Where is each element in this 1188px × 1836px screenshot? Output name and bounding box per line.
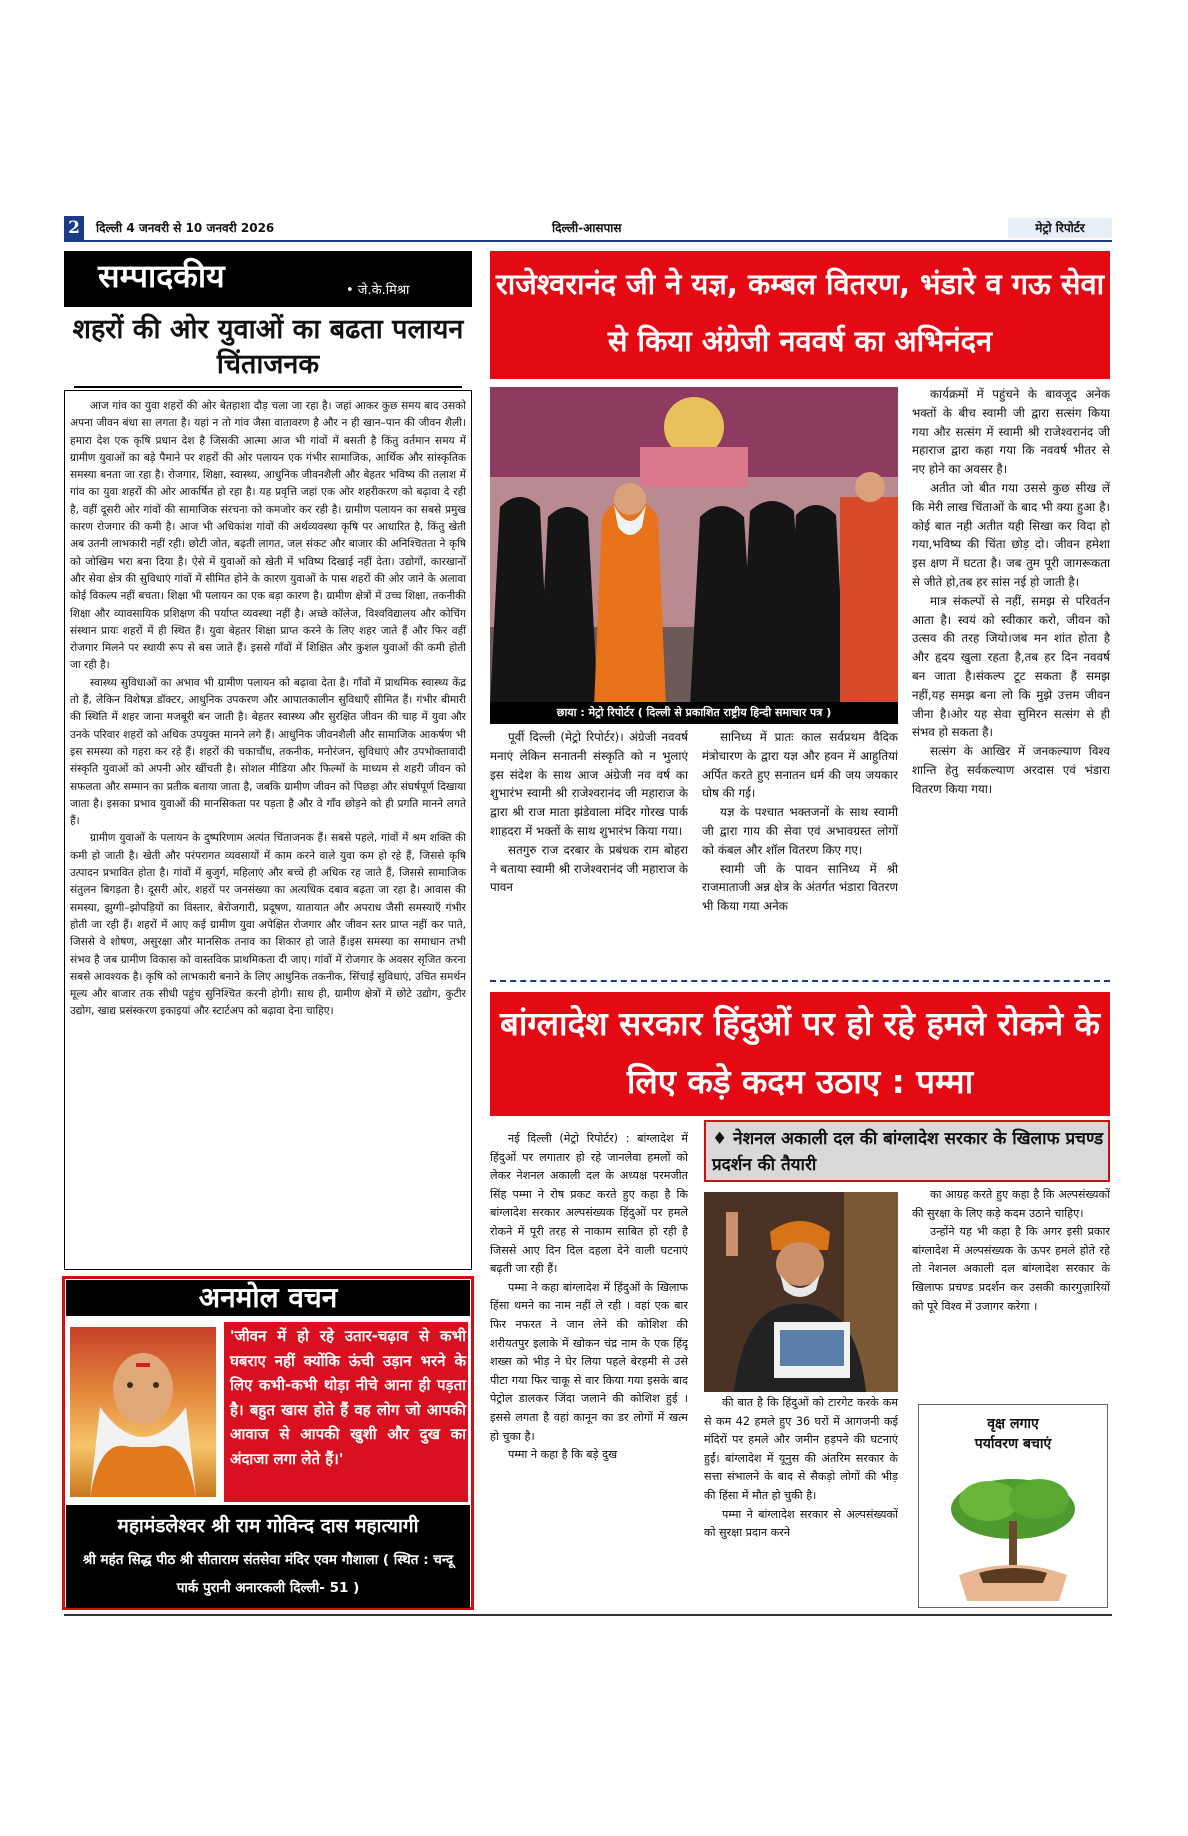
second-column-2 — [704, 1394, 898, 1610]
lead-paragraph: सानिध्य में प्रातः काल सर्वप्रथम वैदिक मंत्रोचारण के द्वारा यज्ञ और हवन में आहुतियां अर्पित करते हुए सनातन धर्म की जय जयकार घोष की गई। — [702, 730, 898, 801]
portrait-illustration — [70, 1327, 216, 1497]
editorial-divider — [74, 386, 462, 388]
saint-address: श्री महंत सिद्ध पीठ श्री सीताराम संतसेवा मंदिर एवम गौशाला ( स्थित : चन्दू पार्क पुरानी अनारकली दिल्ली- 51 ) — [82, 1552, 454, 1596]
lead-paragraph: पूर्वी दिल्ली (मेट्रो रिपोर्टर)। अंग्रेजी नववर्ष मनाएं लेकिन सनातनी संस्कृति को न भुलाएं इस संदेश के साथ आज अंग्रेजी नव वर्ष का शुभारंभ स्वामी श्री राजेश्वरानंद जी महाराज के द्वारा श्री राज माता झंडेवाला मंदिर गोरख पार्क शाहदरा में भक्तों के साथ शुभारंभ किया गया। — [490, 730, 688, 838]
group-photo-illustration — [490, 387, 898, 723]
brand-name: मेट्रो रिपोर्टर — [1008, 218, 1112, 238]
editorial-author: • जे.के.मिश्रा — [346, 283, 410, 298]
section-divider — [490, 980, 1110, 982]
second-subhead: ♦ नेशनल अकाली दल की बांग्लादेश सरकार के खिलाफ प्रचण्ड प्रदर्शन की तैयारी — [712, 1129, 1104, 1175]
lead-photo-caption: छाया : मेट्रो रिपोर्टर ( दिल्ली से प्रकाशित राष्ट्रीय हिन्दी समाचार पत्र ) — [490, 702, 898, 724]
lead-paragraph: यज्ञ के पश्चात भक्तजनों के साथ स्वामी जी द्वारा गाय की सेवा एवं अभावग्रस्त लोगों को कंबल और शॉल वितरण किए गए। — [702, 805, 898, 857]
ad-slogan — [918, 1414, 1108, 1454]
editorial-paragraph: स्वास्थ्य सुविधाओं का अभाव भी ग्रामीण पलायन को बढ़ावा देता है। गाँवों में प्राथमिक स्वास्थ्य केंद्र तो हैं, लेकिन विशेषज्ञ डॉक्टर, आधुनिक उपकरण और आपातकालीन सुविधाएँ सीमित हैं। गंभीर बीमारी की स्थिति में शहर जाना मजबूरी बन जाती है। बेहतर स्वास्थ्य और सुरक्षित जीवन की चाह में युवा और उनके परिवार शहरों को अधिक उपयुक्त मानने लगे हैं। आधुनिक जीवनशैली और सामाजिक आकर्षण भी इस समस्या को गहरा कर रहे हैं। शहरों की चकाचौंध, तकनीक, मनोरंजन, सुविधाएं और उपभोक्तावादी संस्कृति युवाओं को अपनी ओर खींचती है। सोशल मीडिया और फिल्मों के माध्यम से शहरी जीवन को सफलता और सम्मान का प्रतीक बताया जाता है, जबकि ग्रामीण जीवन को पिछड़ा और संघर्षपूर्ण दिखाया जाता है। इसका प्रभाव युवाओं की मानसिकता पर पड़ता है और वे गाँव छोड़ने को ही प्रगति मानने लगते हैं। — [70, 676, 466, 828]
page-number: 2 — [64, 216, 84, 240]
lead-headline: राजेश्वरानंद जी ने यज्ञ, कम्बल वितरण, भंडारे व गऊ सेवा से किया अंग्रेजी नववर्ष का अभिनंदन — [495, 267, 1105, 358]
second-paragraph: नई दिल्ली (मेट्रो रिपोर्टर) : बांग्लादेश में हिंदुओं पर लगातार हो रहे जानलेवा हमलों को लेकर नेशनल अकाली दल के अध्यक्ष परमजीत सिंह पम्मा ने रोष प्रकट करते हुए कहा है कि बांग्लादेश सरकार अल्पसंख्यक हिंदुओं पर हमले रोकने में पूरी तरह से नाकाम साबित हो रही है जिससे आए दिन दिल दहला देने वाली घटनाएं बढ़ती जा रही हैं। — [490, 1132, 688, 1276]
editorial-headline: शहरों की ओर युवाओं का बढता पलायन चिंताजनक — [72, 314, 464, 380]
editorial-paragraph: आज गांव का युवा शहरों की ओर बेतहाशा दौड़ चला जा रहा है। जहां आकर कुछ समय बाद उसको अपना जीवन बंधा सा लगता है। यहां न तो गांव जैसा वातावरण है और न ही खान–पान की जीवन शैली। हमारा देश एक कृषि प्रधान देश है जिसकी आत्मा आज भी गांवों में बसती है किंतु वर्तमान समय में ग्रामीण युवाओं का बड़े पैमाने पर शहरों की ओर पलायन एक गंभीर सामाजिक, आर्थिक और सांस्कृतिक समस्या बनता जा रहा है। रोजगार, शिक्षा, स्वास्थ्य, आधुनिक जीवनशैली और बेहतर भविष्य की तलाश में गांव का युवा शहरों की ओर आकर्षित हो रहा है। यह प्रवृत्ति जहां एक ओर शहरीकरण को बढ़ावा दे रही है, वहीं दूसरी ओर गांवों की सामाजिक संरचना को कमजोर कर रही है। ग्रामीण पलायन का सबसे प्रमुख कारण रोजगार की कमी है। आज भी अधिकांश गांवों की अर्थव्यवस्था कृषि पर आधारित है, किंतु खेती अब उतनी लाभकारी नहीं रही। छोटी जोत, बढ़ती लागत, जल संकट और बाजार की अनिश्चितता ने कृषि को जोखिम भरा बना दिया है। ऐसे में युवाओं को खेती में भविष्य दिखाई नहीं देता। उद्योगों, कारखानों और सेवा क्षेत्र की सुविधाएं गांवों में सीमित होने के कारण युवाओं के पास शहरों की ओर जाने के अलावा कोई विकल्प नहीं बचता। शिक्षा भी पलायन का एक बड़ा कारण है। ग्रामीण क्षेत्रों में उच्च शिक्षा, तकनीकी शिक्षा और व्यावसायिक प्रशिक्षण की पर्याप्त व्यवस्था नहीं है। अच्छे कॉलेज, विश्वविद्यालय और कोचिंग संस्थान प्रायः शहरों में ही स्थित हैं। युवा बेहतर शिक्षा प्राप्त करने के लिए शहर जाते हैं और फिर वहीं रोजगार मिलने पर स्थायी रूप से बस जाते हैं। इससे गाँवों में शिक्षित और कुशल युवाओं की कमी होती जा रही है। — [70, 400, 466, 672]
lead-paragraph: मात्र संकल्पों से नहीं, समझ से परिवर्तन आता है। स्वयं को स्वीकार करो, जीवन को उत्सव की तरह जियो।जब मन शांत होता है और हृदय खुला रहता है,तब हर दिन नववर्ष बन जाता है।संकल्प टूट सकता हैं समझ नहीं,यह समझ बना लो कि मुझे उत्तम जीवन जीना है।ओर यह सेवा सुमिरन सत्संग से ही संभव हो सकता है। — [912, 593, 1110, 740]
lead-paragraph: अतीत जो बीत गया उससे कुछ सीख लें कि मेरी लाख चिंताओं के बाद भी क्या हुआ है। कोई बात नही अतीत यही सिखा कर विदा हो गया,भविष्य की चिंता छोड़ दो। जीवन हमेशा इस क्षण में घटता है। जब तुम पूरी जागरूकता से जीते हो,तब हर सांस नई हो जाती है। — [912, 480, 1110, 589]
ad-slogan-line-2: पर्यावरण बचाएं — [974, 1436, 1052, 1452]
page-bottom-rule — [64, 1614, 1112, 1616]
lead-paragraph: कार्यक्रमों में पहुंचने के बावजूद अनेक भक्तों के बीच स्वामी जी द्वारा सत्संग किया गया और सत्संग में स्वामी श्री राजेश्वरानंद जी महाराज द्वारा कहा गया कि नववर्ष भीतर से नए होने का अवसर है। — [912, 387, 1110, 477]
issue-date: दिल्ली 4 जनवरी से 10 जनवरी 2026 — [96, 221, 275, 235]
lead-photo — [490, 387, 898, 723]
lead-paragraph: सतगुरु राज दरबार के प्रबंधक राम बोहरा ने बताया स्वामी श्री राजेश्वरानंद जी महाराज के पावन — [490, 842, 688, 895]
lead-column-3 — [912, 385, 1110, 978]
lead-column-2 — [702, 728, 898, 978]
second-paragraph: पम्मा ने कहा है कि बड़े दुख — [508, 1448, 618, 1462]
saint-name: महामंडलेश्वर श्री राम गोविन्द दास महात्यागी — [117, 1515, 419, 1537]
lead-paragraph: स्वामी जी के पावन सानिध्य में श्री राजमाताजी अन्न क्षेत्र के अंतर्गत भंडारा वितरण भी किया गया अनेक — [702, 861, 898, 914]
editorial-body — [70, 398, 466, 1264]
ad-slogan-line-1: वृक्ष लगाए — [987, 1416, 1039, 1432]
editorial-label: सम्पादकीय — [98, 257, 225, 295]
second-paragraph: पम्मा ने बांग्लादेश सरकार से अल्पसंख्यकों को सुरक्षा प्रदान करने — [704, 1507, 898, 1540]
saint-photo — [70, 1327, 216, 1497]
editorial-paragraph: ग्रामीण युवाओं के पलायन के दुष्परिणाम अत्यंत चिंताजनक हैं। सबसे पहले, गांवों में श्रम शक्ति की कमी हो जाती है। खेती और परंपरागत व्यवसायों में काम करने वाले युवा कम हो रहे हैं, जिससे कृषि उत्पादन प्रभावित होता है। गांवों में बुजुर्ग, महिलाएं और बच्चे ही अधिक रह जाते हैं, जिससे सामाजिक संतुलन बिगड़ता है। दूसरी ओर, शहरों पर जनसंख्या का अत्यधिक दबाव बढ़ता जा रहा है। आवास की समस्या, झुग्गी–झोपड़ियों का विस्तार, बेरोजगारी, प्रदूषण, यातायात और अपराध जैसी समस्याएँ गंभीर होती जा रही हैं। शहरों में आए कई ग्रामीण युवा अपेक्षित रोजगार और जीवन स्तर प्राप्त नहीं कर पाते, जिससे वे शोषण, असुरक्षा और मानसिक तनाव का शिकार हो जाते हैं।इस समस्या का समाधान तभी संभव है जब ग्रामीण विकास को वास्तविक प्राथमिकता दी जाए। गांवों में रोजगार के अवसर सृजित करना सबसे आवश्यक है। कृषि को लाभकारी बनाने के लिए आधुनिक तकनीक, सिंचाई सुविधाएं, उचित समर्थन मूल्य और बाजार तक सीधी पहुंच सुनिश्चित करनी होगी। साथ ही, ग्रामीण क्षेत्रों में छोटे उद्योग, कुटीर उद्योग, खाद्य प्रसंस्करण इकाइयां और स्टार्टअप को बढ़ावा देना चाहिए। — [70, 832, 466, 1018]
second-headline: बांग्लादेश सरकार हिंदुओं पर हो रहे हमले रोकने के लिए कड़े कदम उठाए : पम्मा — [500, 1004, 1100, 1101]
lead-paragraph: सत्संग के आखिर में जनकल्याण विश्व शान्ति हेतु सर्वकल्याण अरदास एवं भंडारा वितरण किया गया। — [912, 744, 1110, 796]
lead-column-1 — [490, 728, 688, 978]
second-photo — [704, 1192, 898, 1392]
second-column-3 — [912, 1186, 1110, 1386]
speaker-photo-illustration — [704, 1192, 898, 1392]
second-paragraph: की बात है कि हिंदुओं को टारगेट करके कम से कम 42 हमले हुए 36 घरों में आगजनी कई मंदिरों पर हमले और जमीन हड़पने की घटनाएं हुईं। बांग्लादेश में यूनुस की अंतरिम सरकार के सत्ता संभालने के बाद से सैकड़ो लोगों की भीड़ की हिंसा में मौत हो चुकी है। — [704, 1396, 898, 1502]
second-column-1 — [490, 1130, 688, 1610]
second-paragraph: का आग्रह करते हुए कहा है कि अल्पसंख्यकों की सुरक्षा के लिए कड़े कदम उठाने चाहिए। — [912, 1188, 1110, 1220]
second-paragraph: उन्होंने यह भी कहा है कि अगर इसी प्रकार बांग्लादेश में अल्पसंख्यक के ऊपर हमले होते रहे तो नेशनल अकाली दल बांग्लादेश सरकार के खिलाफ प्रचण्ड प्रदर्शन कर उसकी कारगुज़ारियों को पूरे विश्व में उजागर करेगा । — [912, 1225, 1110, 1313]
section-name: दिल्ली-आसपास — [552, 221, 622, 235]
quote-label: अनमोल वचन — [198, 1281, 338, 1314]
second-paragraph: पम्मा ने कहा बांग्लादेश में हिंदुओं के खिलाफ हिंसा थमने का नाम नहीं ले रही । वहां एक बार फिर नफरत ने जान लेने की कोशिश की शरीयतपुर इलाके में खोकन चंद्र नाम के एक हिंदू शख्स को भीड़ ने घेर लिया पहले बेरहमी से उसे पीटा गया फिर चाकू से वार किया गया इसके बाद पेट्रोल डालकर जिंदा जलाने की कोशिश हुई । इससे लगता है वहां कानून का डर लोगों में खत्म हो चुका है। — [490, 1280, 688, 1443]
quote-text: 'जीवन में हो रहे उतार-चढ़ाव से कभी घबराए नहीं क्योंकि ऊंची उड़ान भरने के लिए कभी-कभी थोड़ा नीचे आना ही पड़ता है। बहुत खास होते हैं वह लोग जो आपकी आवाज से आपकी खुशी और दुख का अंदाजा लगा लेते हैं।' — [230, 1327, 466, 1468]
